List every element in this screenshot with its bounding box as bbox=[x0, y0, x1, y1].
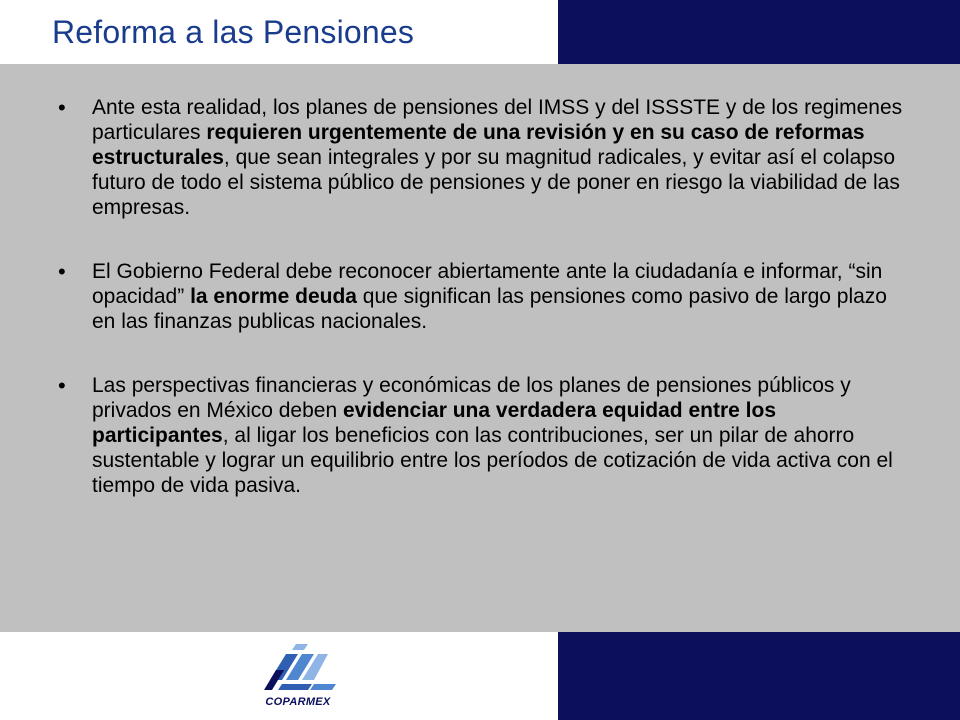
coparmex-logo bbox=[248, 640, 348, 712]
bullet-text-emphasis: evidenciar una verdadera equidad entre los participantes bbox=[92, 399, 776, 447]
bullet-item bbox=[58, 95, 908, 220]
bullet-text-emphasis: requieren urgentemente de una revisión y en su caso de reformas estructurales bbox=[92, 121, 865, 169]
bullet-text-segment: Las perspectivas financieras y económicas de los planes de pensiones públicos y privados en México deben bbox=[92, 374, 851, 422]
bullet-icon: • bbox=[58, 95, 66, 120]
bullet-text-segment: que significan las pensiones como pasivo de largo plazo en las finanzas publicas nacionales. bbox=[92, 285, 887, 333]
bullet-text-segment: El Gobierno Federal debe reconocer abiertamente ante la ciudadanía e informar, “sin opacidad” bbox=[92, 260, 883, 308]
bullet-item bbox=[58, 373, 908, 498]
slide-title: Reforma a las Pensiones bbox=[52, 14, 415, 50]
bullet-list bbox=[58, 95, 908, 537]
bullet-text-emphasis: la enorme deuda bbox=[190, 285, 357, 308]
navy-block-bottom bbox=[556, 632, 960, 720]
bullet-icon: • bbox=[58, 259, 66, 284]
bullet-text bbox=[92, 95, 908, 220]
navy-block-top bbox=[556, 0, 960, 64]
bullet-item bbox=[58, 259, 908, 334]
coparmex-logo-icon bbox=[248, 640, 348, 696]
bullet-icon: • bbox=[58, 373, 66, 398]
bullet-text bbox=[92, 373, 908, 498]
bullet-text-segment: Ante esta realidad, los planes de pensiones del IMSS y del ISSSTE y de los regimenes particulares bbox=[92, 96, 903, 144]
logo-text: COPARMEX bbox=[265, 696, 331, 708]
bullet-text-segment: , al ligar los beneficios con las contribuciones, ser un pilar de ahorro sustentable y lograr un equilibrio entre los períodos de cotización de vida activa con el tiempo de vida pasiva. bbox=[92, 424, 893, 497]
bullet-text-segment: , que sean integrales y por su magnitud radicales, y evitar así el colapso futuro de todo el sistema público de pensiones y de poner en riesgo la viabilidad de las empresas. bbox=[92, 146, 900, 219]
bullet-text bbox=[92, 259, 908, 334]
